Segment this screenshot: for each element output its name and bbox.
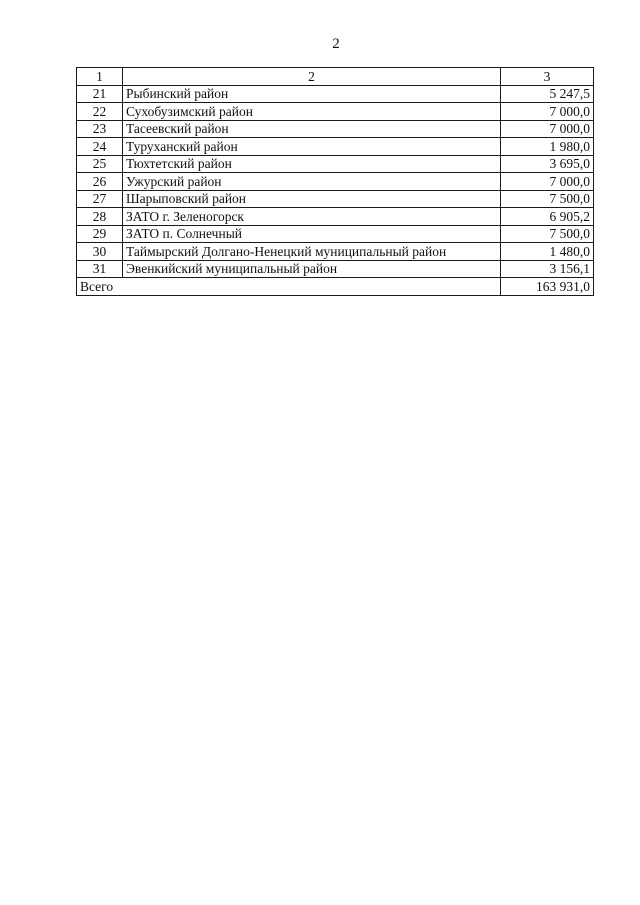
row-amount-cell: 1 980,0 [501, 138, 594, 156]
row-amount-cell: 7 000,0 [501, 103, 594, 121]
header-cell-name: 2 [123, 68, 501, 86]
row-name-cell: Шарыповский район [123, 190, 501, 208]
allocation-table [76, 67, 594, 296]
row-name-cell: ЗАТО г. Зеленогорск [123, 208, 501, 226]
row-name-cell: Сухобузимский район [123, 103, 501, 121]
row-name-cell: Тюхтетский район [123, 155, 501, 173]
table-row [77, 85, 594, 103]
table-row [77, 208, 594, 226]
row-number-cell: 31 [77, 260, 123, 278]
page-number: 2 [332, 36, 340, 52]
row-name-cell: Ужурский район [123, 173, 501, 191]
table-row [77, 225, 594, 243]
row-number-cell: 21 [77, 85, 123, 103]
row-number-cell: 30 [77, 243, 123, 261]
row-name-cell: Тасеевский район [123, 120, 501, 138]
table-row [77, 173, 594, 191]
table-row [77, 120, 594, 138]
row-amount-cell: 7 000,0 [501, 120, 594, 138]
row-number-cell: 23 [77, 120, 123, 138]
row-amount-cell: 7 500,0 [501, 225, 594, 243]
row-amount-cell: 5 247,5 [501, 85, 594, 103]
total-amount: 163 931,0 [501, 278, 594, 296]
total-row [77, 278, 594, 296]
row-amount-cell: 7 500,0 [501, 190, 594, 208]
row-name-cell: Рыбинский район [123, 85, 501, 103]
row-amount-cell: 3 695,0 [501, 155, 594, 173]
table-row [77, 243, 594, 261]
row-amount-cell: 7 000,0 [501, 173, 594, 191]
table-body [77, 68, 594, 296]
table-header-row [77, 68, 594, 86]
row-number-cell: 24 [77, 138, 123, 156]
row-number-cell: 25 [77, 155, 123, 173]
table-row [77, 138, 594, 156]
header-cell-amount: 3 [501, 68, 594, 86]
row-number-cell: 22 [77, 103, 123, 121]
row-number-cell: 28 [77, 208, 123, 226]
row-number-cell: 26 [77, 173, 123, 191]
table-row [77, 260, 594, 278]
table-row [77, 155, 594, 173]
table-row [77, 103, 594, 121]
row-name-cell: Таймырский Долгано-Ненецкий муниципальный район [123, 243, 501, 261]
table-row [77, 190, 594, 208]
row-name-cell: ЗАТО п. Солнечный [123, 225, 501, 243]
row-name-cell: Эвенкийский муниципальный район [123, 260, 501, 278]
header-cell-number: 1 [77, 68, 123, 86]
row-amount-cell: 6 905,2 [501, 208, 594, 226]
row-name-cell: Туруханский район [123, 138, 501, 156]
row-amount-cell: 1 480,0 [501, 243, 594, 261]
total-label: Всего [77, 278, 501, 296]
row-number-cell: 29 [77, 225, 123, 243]
row-number-cell: 27 [77, 190, 123, 208]
row-amount-cell: 3 156,1 [501, 260, 594, 278]
